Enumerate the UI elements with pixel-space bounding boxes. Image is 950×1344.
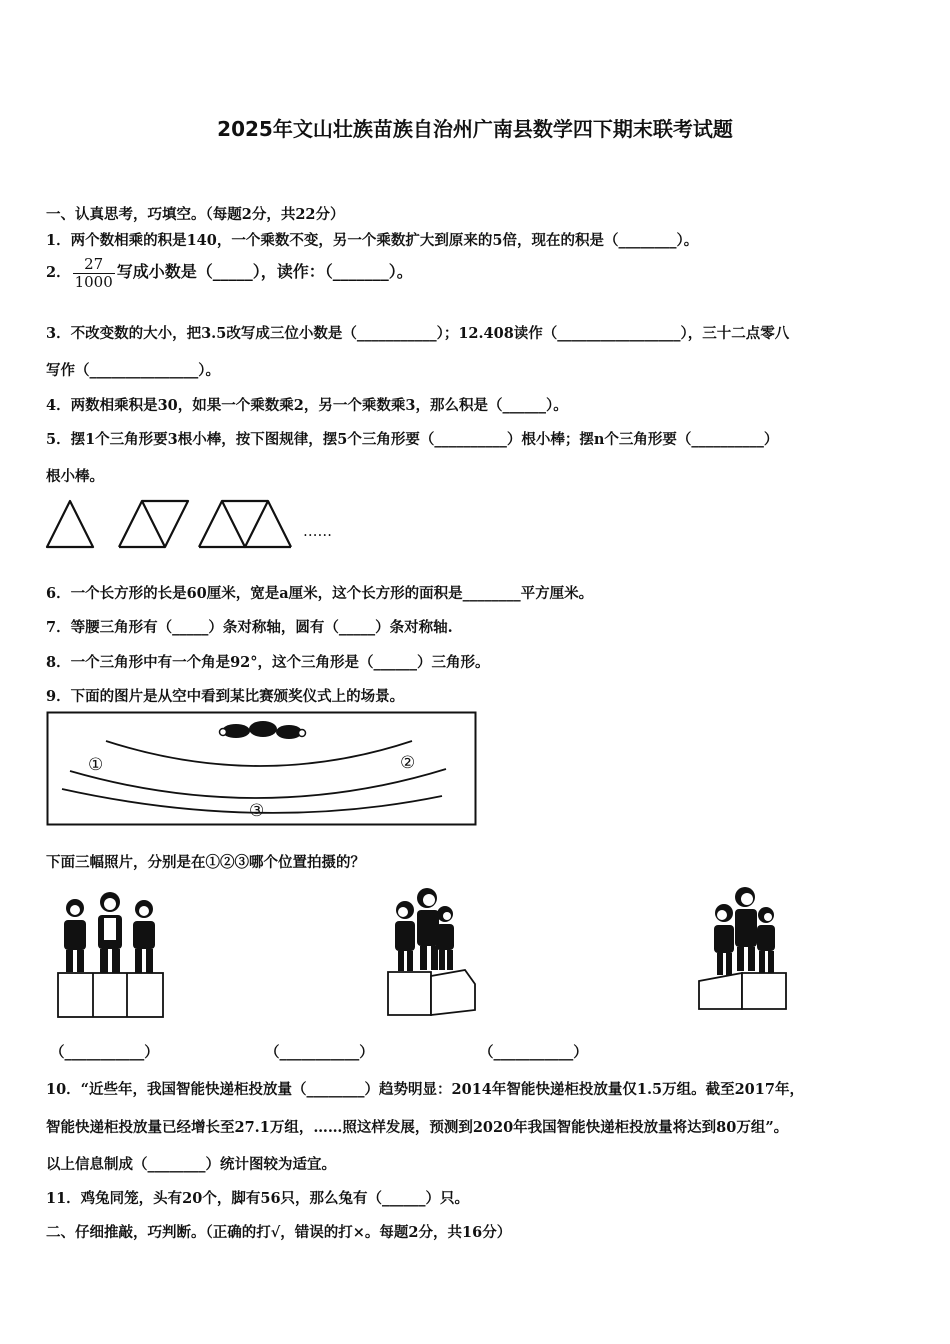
triangle-2-stick-figure — [119, 501, 188, 547]
question-3-line-2: 写作（_______________）。 — [46, 362, 220, 379]
question-10-line-3: 以上信息制成（________）统计图较为适宜。 — [46, 1156, 336, 1173]
triangle-pattern-figure — [44, 497, 344, 551]
question-8: 8．一个三角形中有一个角是92°，这个三角形是（______）三角形。 — [46, 654, 490, 671]
fraction-numerator: 27 — [73, 256, 115, 274]
podium-side-right — [742, 973, 786, 1009]
question-2-text: 写成小数是（_____），读作：（_______）。 — [116, 262, 413, 281]
question-3-text: 3．不改变数的大小，把3.5改写成三位小数是（___________）；12.408读作（_________________），三十二点零八 — [46, 325, 790, 342]
podium-front — [58, 973, 163, 1017]
photo-left-side-view — [385, 884, 480, 1020]
podium-person-center — [249, 721, 277, 737]
podium-side-left — [699, 973, 742, 1009]
photo-2-answer-blank: （___________） — [265, 1044, 374, 1061]
question-10-line-2: 智能快递柜投放量已经增长至27.1万组，……照这样发展，预测到2020年我国智能快递柜投放量将达到80万组”。 — [46, 1119, 789, 1136]
photo-front-view — [55, 888, 167, 1020]
pattern-ellipsis: …… — [303, 524, 332, 540]
photo-right-side-view — [694, 885, 789, 1013]
section-2-heading: 二、仔细推敲，巧判断。（正确的打√，错误的打×。每题2分，共16分） — [46, 1224, 512, 1241]
triangle-1-stick-figure — [47, 501, 93, 547]
question-9-prompt: 下面三幅照片，分别是在①②③哪个位置拍摄的？ — [46, 854, 365, 871]
question-6: 6．一个长方形的长是60厘米，宽是a厘米，这个长方形的面积是________平方厘米。 — [46, 585, 594, 602]
question-1: 1．两个数相乘的积是140，一个乘数不变，另一个乘数扩大到原来的5倍，现在的积是（________）。 — [46, 232, 699, 249]
photo-3-answer-blank: （___________） — [479, 1044, 588, 1061]
section-1-heading: 一、认真思考，巧填空。（每题2分，共22分） — [46, 206, 345, 223]
question-2 — [46, 256, 413, 290]
fraction-denominator: 1000 — [74, 272, 113, 291]
podium-side-left — [388, 972, 431, 1015]
question-4: 4．两数相乘积是30，如果一个乘数乘2，另一个乘数乘3，那么积是（______）。 — [46, 397, 568, 414]
question-5-line-2: 根小棒。 — [46, 468, 104, 485]
question-3-line-1 — [46, 322, 789, 343]
fraction — [73, 256, 115, 290]
position-label-2: ② — [400, 753, 416, 773]
photo-1-answer-blank: （___________） — [50, 1044, 159, 1061]
position-label-3: ③ — [249, 801, 265, 821]
triangle-3-stick-figure — [199, 501, 291, 547]
ceremony-overhead-diagram — [46, 711, 478, 827]
page-title: 2025年文山壮族苗族自治州广南县数学四下期末联考试题 — [217, 117, 733, 141]
question-9: 9．下面的图片是从空中看到某比赛颁奖仪式上的场景。 — [46, 688, 405, 705]
question-10-line-1: 10．“近些年，我国智能快递柜投放量（________）趋势明显：2014年智能快递柜投放量仅1.5万组。截至2017年， — [46, 1081, 804, 1098]
question-2-number: 2． — [46, 264, 71, 281]
question-11: 11．鸡兔同笼，头有20个，脚有56只，那么兔有（______）只。 — [46, 1190, 470, 1207]
podium-side-right — [431, 970, 475, 1015]
question-7: 7．等腰三角形有（_____）条对称轴，圆有（_____）条对称轴. — [46, 619, 453, 636]
question-5-line-1: 5．摆1个三角形要3根小棒，按下图规律，摆5个三角形要（__________）根小棒；摆n个三角形要（__________） — [46, 431, 779, 448]
position-label-1: ① — [88, 755, 104, 775]
